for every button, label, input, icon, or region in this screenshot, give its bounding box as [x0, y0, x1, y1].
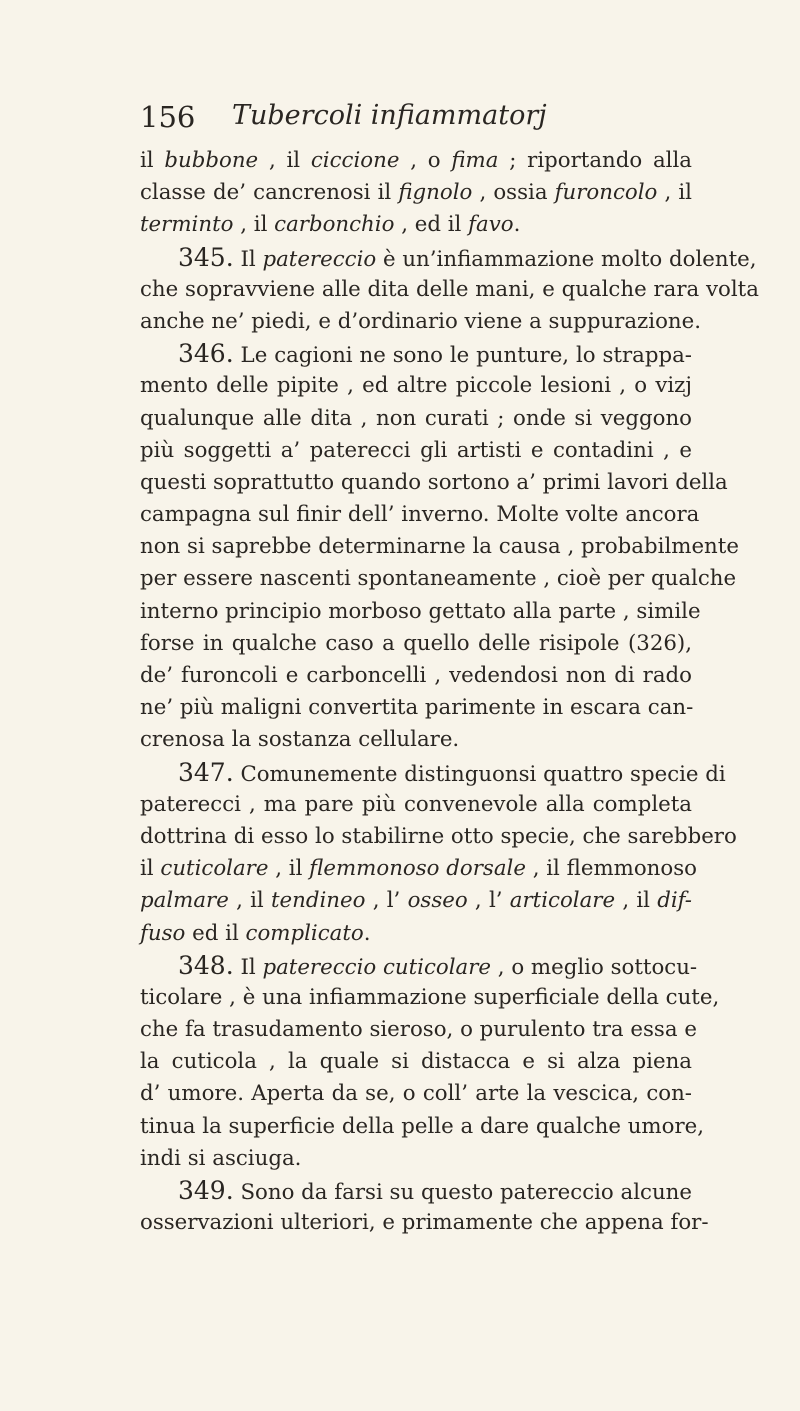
- text-line: per essere nascenti spontaneamente , cioè per qualche: [140, 566, 737, 592]
- text-line: 348. Il patereccio cuticolare , o meglio sottocu-: [178, 950, 698, 980]
- text-line: palmare , il tendineo , l’ osseo , l’ articolare , il dif-: [140, 888, 692, 914]
- text-line: 345. Il patereccio è un’infiammazione molto dolente,: [178, 242, 757, 272]
- text-line: 349. Sono da farsi su questo patereccio alcune: [178, 1176, 692, 1205]
- text-line: de’ furoncoli e carboncelli , vedendosi non di rado: [140, 663, 692, 688]
- text-line: forse in qualche caso a quello delle risipole (326),: [140, 630, 692, 656]
- text-line: 347. Comunemente distinguonsi quattro specie di: [178, 757, 726, 787]
- page-number: 156: [140, 100, 196, 134]
- text-line: ticolare , è una infiammazione superficiale della cute,: [140, 984, 720, 1010]
- text-line: tinua la superficie della pelle a dare qualche umore,: [140, 1113, 704, 1139]
- text-line: campagna sul finir dell’ inverno. Molte volte ancora: [140, 502, 700, 528]
- text-line: indi si asciuga.: [140, 1145, 302, 1171]
- text-line: più soggetti a’ paterecci gli artisti e contadini , e: [140, 437, 692, 463]
- text-line: che sopravviene alle dita delle mani, e qualche rara volta: [140, 276, 759, 302]
- body-text: [140, 145, 759, 1239]
- text-line: la cuticola , la quale si distacca e si alza piena: [140, 1049, 692, 1075]
- text-line: 346. Le cagioni ne sono le punture, lo strappa-: [178, 339, 692, 369]
- text-line: questi soprattutto quando sortono a’ primi lavori della: [140, 469, 728, 495]
- text-line: crenosa la sostanza cellulare.: [140, 727, 460, 753]
- text-line: anche ne’ piedi, e d’ordinario viene a suppurazione.: [140, 308, 701, 334]
- text-line: d’ umore. Aperta da se, o coll’ arte la vescica, con-: [140, 1081, 692, 1107]
- text-line: qualunque alle dita , non curati ; onde si veggono: [140, 405, 692, 431]
- text-line: terminto , il carbonchio , ed il favo.: [140, 212, 521, 238]
- text-line: non si saprebbe determinarne la causa , probabilmente: [140, 534, 739, 560]
- text-line: fuso ed il complicato.: [140, 920, 371, 946]
- running-title: Tubercoli infiammatorj: [232, 100, 547, 131]
- text-line: paterecci , ma pare più convenevole alla completa: [140, 791, 692, 817]
- text-line: mento delle pipite , ed altre piccole lesioni , o vizj: [140, 373, 692, 399]
- page-header: [140, 100, 680, 140]
- text-line: dottrina di esso lo stabilirne otto specie, che sarebbero: [140, 823, 737, 849]
- text-line: interno principio morboso gettato alla parte , simile: [140, 598, 701, 624]
- text-line: il bubbone , il ciccione , o fima ; riportando alla: [140, 148, 692, 173]
- text-line: classe de’ cancrenosi il fignolo , ossia furoncolo , il: [140, 180, 692, 206]
- text-line: ne’ più maligni convertita parimente in escara can-: [140, 695, 694, 721]
- text-line: il cuticolare , il flemmonoso dorsale , il flemmonoso: [140, 856, 697, 882]
- text-line: che fa trasudamento sieroso, o purulento tra essa e: [140, 1017, 697, 1043]
- text-line: osservazioni ulteriori, e primamente che appena for-: [140, 1210, 709, 1236]
